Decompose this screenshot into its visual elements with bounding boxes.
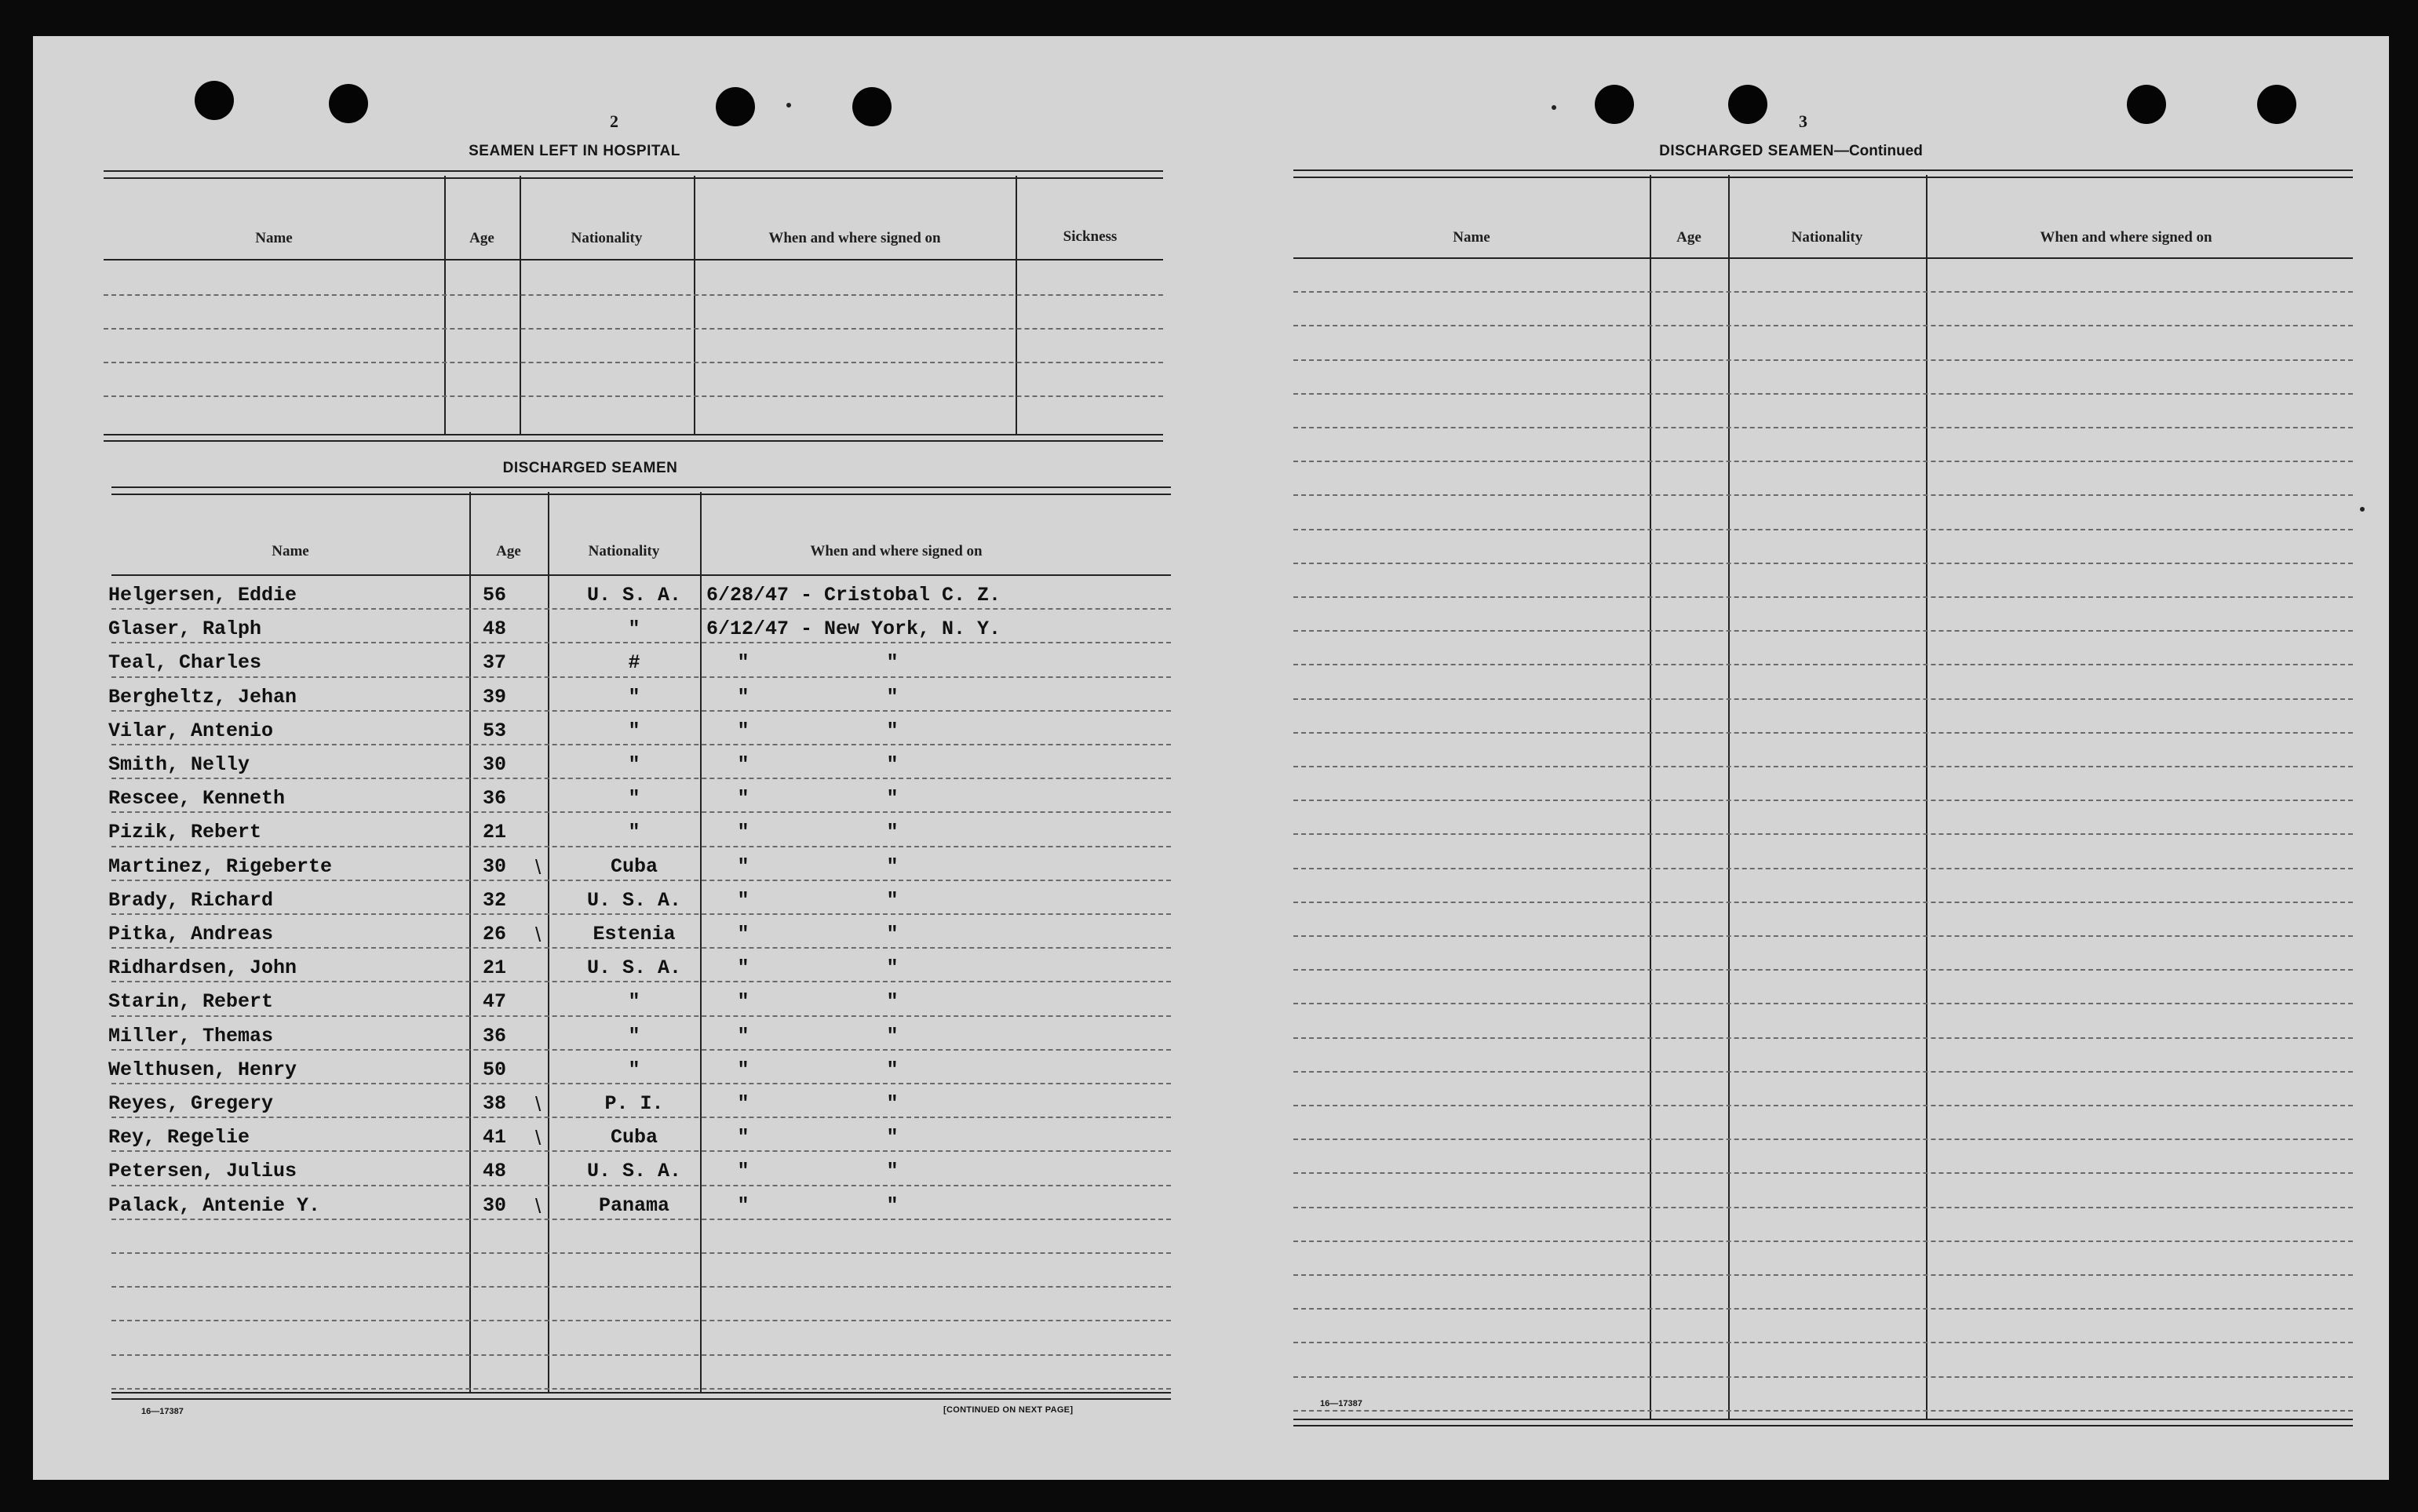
seaman-nationality: Cuba [610,1126,658,1149]
seaman-age: 36 [482,1024,506,1047]
row-divider [1293,664,2353,665]
signed-on-date: " [737,923,749,945]
row-divider [111,1117,1171,1118]
seaman-age: 37 [482,651,506,675]
signed-on-place: " [886,1092,899,1115]
signed-on-place: " [886,923,899,945]
seaman-nationality: U. S. A. [586,888,682,912]
signed-on-date: " [737,787,749,811]
row-divider [1293,563,2353,564]
signed-on-place: " [886,854,899,878]
seaman-age: 30 [482,1193,506,1217]
seaman-age: 48 [482,618,506,641]
signed-on: 6/28/47 - Cristobal C. Z. [706,584,1001,607]
row-divider [111,642,1171,643]
document-sheet [33,36,2389,1480]
page-number: 3 [1799,111,1807,131]
title-main: DISCHARGED SEAMEN [1659,143,1834,159]
row-divider [111,778,1171,779]
seaman-name: Smith, Nelly [108,753,250,776]
signed-on-date: " [737,753,749,776]
form-code: 16—17387 [141,1407,184,1416]
seaman-age: 50 [482,1058,506,1081]
seaman-nationality: " [628,618,640,641]
seaman-name: Welthusen, Henry [108,1058,297,1081]
seaman-name: Teal, Charles [108,651,262,675]
title-suffix: —Continued [1833,143,1923,159]
seaman-age: 56 [482,584,506,607]
row-divider [1293,1342,2353,1343]
seaman-age: 36 [482,787,506,811]
seaman-name: Pizik, Rebert [108,821,262,844]
discharged-continued-table [1293,169,2353,1441]
row-divider [1293,1139,2353,1140]
row-divider [1293,1410,2353,1412]
seaman-age: 26 [482,923,506,945]
signed-on-date: " [737,685,749,709]
row-divider [1293,969,2353,971]
col-header-age: Age [469,230,494,246]
speck [786,103,791,107]
seaman-nationality: " [628,753,640,776]
seaman-age: 32 [482,888,506,912]
row-divider [111,608,1171,610]
seaman-age: 30 [482,854,506,878]
speck [1552,105,1556,110]
row-divider [1293,1172,2353,1174]
seaman-age: 41 [482,1126,506,1149]
seaman-name: Miller, Themas [108,1024,274,1047]
col-header-age: Age [496,543,521,559]
seaman-nationality: # [628,651,640,675]
row-divider [111,1150,1171,1152]
row-divider [1293,1003,2353,1004]
row-divider [1293,1105,2353,1106]
seaman-age: 39 [482,685,506,709]
signed-on-date: " [737,719,749,742]
row-divider [1293,494,2353,496]
punch-hole [716,87,755,126]
col-header-sickness: Sickness [1063,228,1118,245]
seaman-nationality: " [628,685,640,709]
signed-on-place: " [886,888,899,912]
row-divider [111,1083,1171,1084]
seaman-age: 30 [482,753,506,776]
signed-on-place: " [886,1126,899,1149]
signed-on-date: " [737,854,749,878]
seaman-nationality: " [628,787,640,811]
seaman-name: Brady, Richard [108,888,274,912]
signed-on-place: " [886,753,899,776]
signed-on-place: " [886,651,899,675]
form-code: 16—17387 [1320,1399,1362,1408]
hospital-section-title: SEAMEN LEFT IN HOSPITAL [469,143,680,159]
row-divider [1293,1207,2353,1208]
signed-on: 6/12/47 - New York, N. Y. [706,618,1001,641]
seaman-name: Ridhardsen, John [108,956,297,980]
row-divider [1293,630,2353,632]
col-header-name: Name [1453,229,1490,246]
col-header-signed-on: When and where signed on [810,543,983,559]
seaman-nationality: Estenia [593,923,676,945]
row-divider [1293,427,2353,428]
row-divider [111,947,1171,949]
row-divider [1293,766,2353,767]
seaman-age: 21 [482,956,506,980]
seaman-name: Vilar, Antenio [108,719,274,742]
punch-hole [2257,85,2296,124]
row-divider [1293,325,2353,326]
page-number: 2 [610,111,618,131]
row-divider [1293,529,2353,530]
col-header-nationality: Nationality [1791,229,1863,246]
continued-note: [CONTINUED ON NEXT PAGE] [943,1405,1074,1415]
signed-on-date: " [737,1024,749,1047]
seaman-nationality: " [628,1058,640,1081]
signed-on-date: " [737,1160,749,1183]
row-divider [111,1252,1171,1254]
row-divider [1293,393,2353,395]
seaman-name: Reyes, Gregery [108,1092,274,1115]
seaman-age: 53 [482,719,506,742]
row-divider [111,1185,1171,1186]
row-divider [111,710,1171,712]
punch-hole [329,84,368,123]
row-divider [1293,1241,2353,1242]
seaman-name: Pitka, Andreas [108,923,274,945]
signed-on-date: " [737,651,749,675]
col-header-signed-on: When and where signed on [2040,229,2212,246]
seaman-name: Rescee, Kenneth [108,787,286,811]
seaman-name: Rey, Regelie [108,1126,250,1149]
speck [2360,507,2365,512]
row-divider [111,744,1171,745]
seaman-nationality: U. S. A. [586,1160,682,1183]
punch-hole [1595,85,1634,124]
hospital-table [104,170,1163,476]
seaman-name: Petersen, Julius [108,1160,297,1183]
row-divider [1293,291,2353,293]
row-divider [1293,1376,2353,1378]
signed-on-date: " [737,990,749,1014]
row-divider [1293,935,2353,937]
row-divider [1293,359,2353,361]
punch-hole [2127,85,2166,124]
seaman-age: 47 [482,990,506,1014]
signed-on-date: " [737,1092,749,1115]
row-divider [1293,596,2353,598]
col-header-name: Name [272,543,309,559]
col-header-nationality: Nationality [571,230,643,246]
punch-hole [852,87,892,126]
seaman-name: Glaser, Ralph [108,618,262,641]
seaman-name: Helgersen, Eddie [108,584,297,607]
check-mark: \ [535,1193,542,1218]
signed-on-place: " [886,1058,899,1081]
signed-on-place: " [886,1024,899,1047]
seaman-nationality: " [628,821,640,844]
row-divider [111,1015,1171,1017]
check-mark: \ [535,854,542,879]
row-divider [1293,868,2353,869]
row-divider [111,1320,1171,1321]
signed-on-date: " [737,1058,749,1081]
row-divider [1293,1037,2353,1039]
row-divider [111,1354,1171,1356]
row-divider [111,676,1171,678]
row-divider [1293,800,2353,801]
punch-hole [1728,85,1767,124]
seaman-age: 38 [482,1092,506,1115]
row-divider [1293,833,2353,835]
row-divider [111,981,1171,982]
signed-on-date: " [737,1193,749,1217]
signed-on-date: " [737,956,749,980]
row-divider [1293,1308,2353,1310]
seaman-nationality: " [628,719,640,742]
signed-on-place: " [886,821,899,844]
check-mark: \ [535,923,542,946]
discharged-table [108,486,1171,1436]
col-header-name: Name [255,230,293,246]
col-header-signed-on: When and where signed on [768,230,941,246]
seaman-name: Bergheltz, Jehan [108,685,297,709]
row-divider [1293,732,2353,734]
col-header-age: Age [1676,229,1701,246]
discharged-continued-title [1587,143,1995,160]
seaman-nationality: U. S. A. [586,956,682,980]
seaman-age: 21 [482,821,506,844]
seaman-nationality: " [628,1024,640,1047]
seaman-nationality: Cuba [610,854,658,878]
row-divider [111,811,1171,813]
signed-on-date: " [737,1126,749,1149]
seaman-nationality: P. I. [604,1092,664,1115]
signed-on-date: " [737,821,749,844]
signed-on-place: " [886,685,899,709]
col-header-nationality: Nationality [588,543,660,559]
check-mark: \ [535,1126,542,1150]
signed-on-place: " [886,1160,899,1183]
signed-on-place: " [886,956,899,980]
seaman-name: Martinez, Rigeberte [108,854,333,878]
row-divider [1293,1274,2353,1276]
seaman-nationality: U. S. A. [586,584,682,607]
row-divider [1293,902,2353,903]
seaman-nationality: Panama [598,1193,669,1217]
signed-on-place: " [886,1193,899,1217]
row-divider [111,1219,1171,1220]
row-divider [111,880,1171,881]
check-mark: \ [535,1092,542,1116]
row-divider [1293,461,2353,462]
row-divider [111,1286,1171,1288]
signed-on-place: " [886,990,899,1014]
seaman-name: Palack, Antenie Y. [108,1193,321,1217]
row-divider [1293,1071,2353,1073]
row-divider [111,1049,1171,1051]
row-divider [111,846,1171,847]
signed-on-place: " [886,787,899,811]
punch-hole [195,81,234,120]
signed-on-place: " [886,719,899,742]
signed-on-date: " [737,888,749,912]
row-divider [1293,698,2353,700]
row-divider [111,913,1171,915]
seaman-nationality: " [628,990,640,1014]
seaman-age: 48 [482,1160,506,1183]
seaman-name: Starin, Rebert [108,990,274,1014]
discharged-section-title: DISCHARGED SEAMEN [502,460,678,476]
row-divider [111,1388,1171,1390]
